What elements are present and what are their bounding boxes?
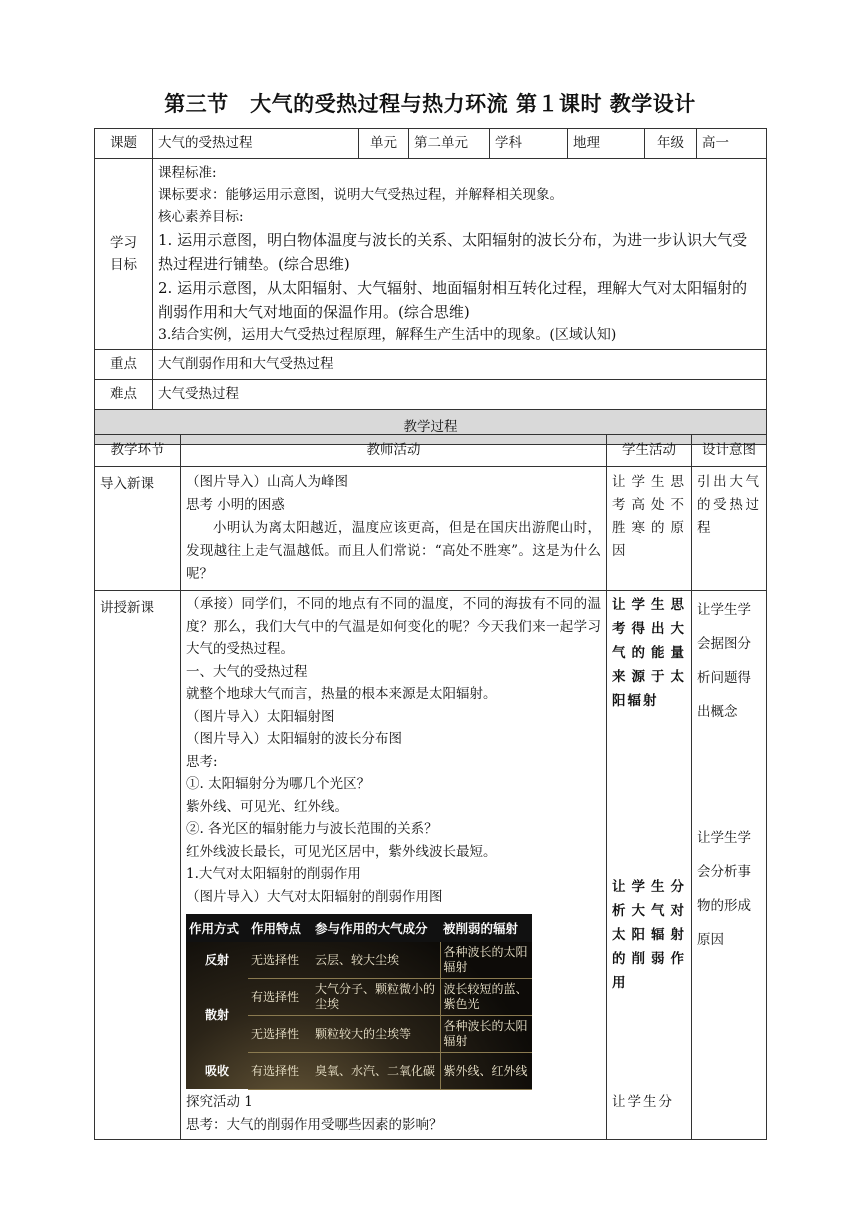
lecture-stage: 讲授新课 [95,591,181,1140]
lecture-line: （图片导入）大气对太阳辐射的削弱作用图 [186,888,443,905]
intro-student: 让学生思考高处不胜寒的原因 [607,467,692,591]
lecture-line: 1.大气对太阳辐射的削弱作用 [186,866,361,882]
weakening-header: 参与作用的大气成分 [312,914,440,942]
objectives-label-line1: 学习 [110,234,137,251]
lecture-intent-2: 让学生学会分析事物的形成原因 [697,830,751,948]
lecture-line: 探究活动 1 [186,1094,253,1110]
weakening-mode: 吸收 [204,1063,229,1078]
weakening-feature: 有选择性 [248,1053,312,1090]
objective-line: 课程标准: [158,165,217,181]
column-student: 学生活动 [607,435,692,467]
intro-line: 小明认为离太阳越近，温度应该更高，但是在国庆出游爬山时，发现越往上走气温越低。而且人们常说：“高处不胜寒”。这是为什么呢？ [186,520,601,582]
page-title: 第三节 大气的受热过程与热力环流 第１课时 教学设计 [164,92,696,116]
objectives-label [95,159,153,350]
weakening-feature: 无选择性 [248,942,312,979]
weakening-component: 大气分子、颗粒微小的尘埃 [312,979,440,1016]
weakening-radiation: 紫外线、红外线 [440,1053,532,1090]
lecture-student-2: 让学生分析大气对太阳辐射的削弱作用 [612,879,686,991]
weakening-header: 被削弱的辐射 [440,914,532,942]
lecture-student-1: 让学生思考得出大气的能量来源于太阳辐射 [612,597,686,709]
lecture-line: 就整个地球大气而言，热量的根本来源是太阳辐射。 [186,686,497,702]
difficulty-value: 大气受热过程 [153,380,767,410]
info-row [95,129,767,159]
unit-value: 第二单元 [409,129,490,159]
intro-line: （图片导入）山高人为峰图 [186,474,348,490]
objectives-row [95,159,767,350]
lecture-line: 红外线波长最长，可见光区居中，紫外线波长最短。 [186,843,497,860]
intro-stage: 导入新课 [95,467,181,591]
weakening-radiation: 各种波长的太阳辐射 [440,942,532,979]
lecture-line: ①. 太阳辐射分为哪几个光区？ [186,776,371,792]
weakening-mode: 反射 [204,952,229,967]
objectives-label-line2: 目标 [110,257,137,273]
weakening-component: 云层、较大尘埃 [312,942,440,979]
grade-label: 年级 [645,129,697,159]
weakening-radiation: 波长较短的蓝、紫色光 [440,979,532,1016]
intro-teacher [181,467,607,591]
lecture-line: （图片导入）太阳辐射的波长分布图 [186,731,402,747]
weakening-table [186,914,532,1090]
lecture-line: 一、大气的受热过程 [186,663,308,680]
key-point-label: 重点 [95,350,153,380]
lecture-intent-1: 让学生学会据图分析问题得出概念 [697,602,751,720]
weakening-feature: 有选择性 [248,979,312,1016]
weakening-header: 作用方式 [186,914,248,942]
discipline-label: 学科 [490,129,568,159]
process-table [94,434,767,1140]
subject-label: 课题 [95,129,153,159]
lecture-line: 紫外线、可见光、红外线。 [186,798,348,815]
column-teacher: 教师活动 [181,435,607,467]
weakening-component: 臭氧、水汽、二氧化碳 [312,1053,440,1090]
objective-line: 核心素养目标: [158,209,244,225]
subject-value: 大气的受热过程 [153,129,359,159]
lecture-student-3: 让学生分 [612,1094,674,1110]
unit-label: 单元 [359,129,409,159]
column-stage: 教学环节 [95,435,181,467]
key-point-row [95,350,767,380]
difficulty-row [95,380,767,410]
weakening-feature: 无选择性 [248,1016,312,1053]
difficulty-label: 难点 [95,380,153,410]
key-point-value: 大气削弱作用和大气受热过程 [153,350,767,380]
column-intent: 设计意图 [692,435,767,467]
lecture-line: ②. 各光区的辐射能力与波长范围的关系？ [186,821,438,837]
weakening-header-row [186,914,532,942]
lecture-student [607,591,692,1140]
weakening-component: 颗粒较大的尘埃等 [312,1016,440,1053]
process-header: 教学过程 [95,410,767,445]
process-columns-row [95,435,767,467]
intro-intent: 引出大气的受热过程 [692,467,767,591]
discipline-value: 地理 [568,129,645,159]
lecture-line: （承接）同学们，不同的地点有不同的温度，不同的海拔有不同的温度？那么，我们大气中的气温是如何变化的呢？今天我们来一起学习大气的受热过程。 [186,596,601,657]
weakening-row [186,1053,532,1090]
lesson-plan-table [94,128,767,445]
lecture-line: （图片导入）太阳辐射图 [186,708,335,725]
objectives-content [153,159,767,350]
objective-line: 课标要求：能够运用示意图，说明大气受热过程，并解释相关现象。 [158,187,563,203]
weakening-row [186,942,532,979]
weakening-mode: 散射 [204,1008,229,1022]
weakening-header: 作用特点 [248,914,312,942]
atmosphere-weakening-image [186,914,532,1089]
grade-value: 高一 [697,129,767,159]
lecture-line: 思考: [186,753,218,770]
lecture-row [95,591,767,1140]
lecture-intent [692,591,767,1140]
objective-line: 3.结合实例，运用大气受热过程原理，解释生产生活中的现象。(区域认知) [158,327,617,343]
lecture-line: 思考：大气的削弱作用受哪些因素的影响？ [186,1116,443,1133]
intro-line: 思考 小明的困惑 [186,497,285,513]
weakening-row [186,979,532,1016]
intro-row [95,467,767,591]
lecture-teacher [181,591,607,1140]
objective-line: 2. 运用示意图，从太阳辐射、大气辐射、地面辐射相互转化过程，理解大气对太阳辐射的削弱作用和大气对地面的保温作用。(综合思维) [158,279,748,321]
weakening-radiation: 各种波长的太阳辐射 [440,1016,532,1053]
objective-line: 1. 运用示意图，明白物体温度与波长的关系、太阳辐射的波长分布，为进一步认识大气受热过程进行铺垫。(综合思维) [158,231,748,273]
